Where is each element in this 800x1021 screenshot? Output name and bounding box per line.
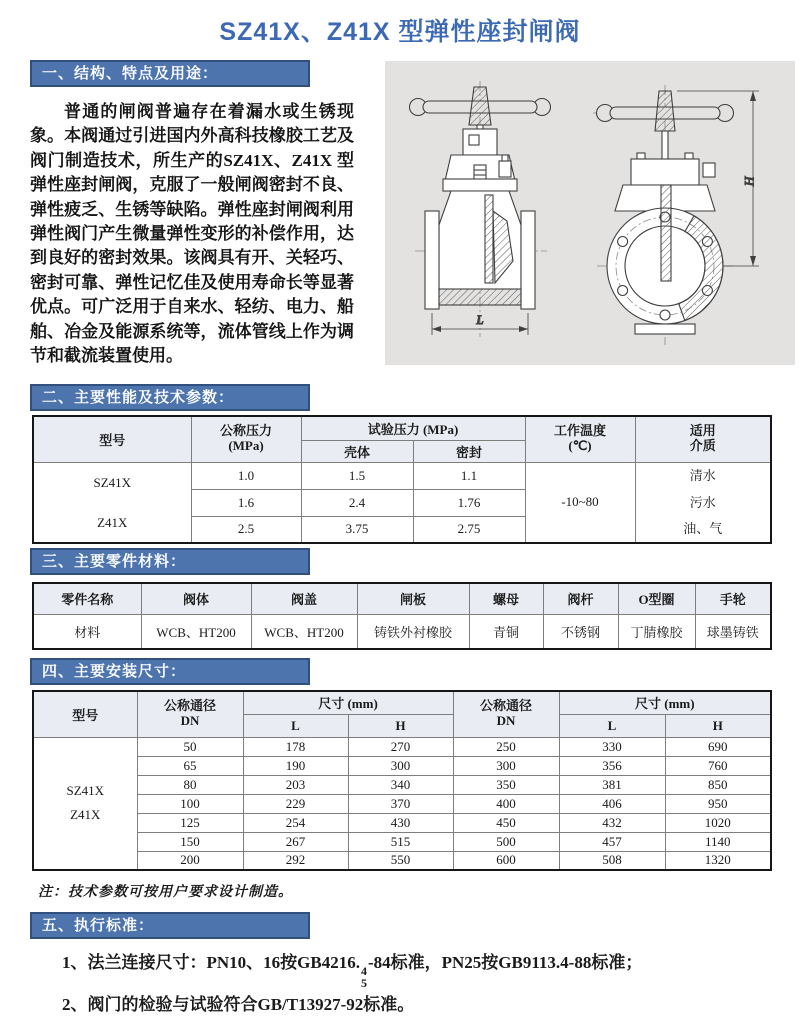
table-row: 材料 WCB、HT200 WCB、HT200 铸铁外衬橡胶 青铜 不锈钢 丁腈橡胶 球墨铸铁 xyxy=(33,614,771,649)
section-heading-standards: 五、执行标准： xyxy=(30,912,310,939)
col-header-nut: 螺母 xyxy=(469,583,543,614)
col-header-L-right: L xyxy=(559,714,665,737)
section-heading-materials: 三、主要零件材料： xyxy=(30,548,310,575)
col-header-dn-left: 公称通径 DN xyxy=(137,691,243,737)
model-cell: SZ41X Z41X xyxy=(33,462,191,543)
section-heading-performance: 二、主要性能及技术参数： xyxy=(30,384,310,411)
intro-paragraph: 普通的闸阀普遍存在着漏水或生锈现象。本阀通过引进国内外高科技橡胶工艺及阀门制造技术，所生产的SZ41X、Z41X 型弹性座封闸阀，克服了一般闸阀密封不良、弹性疲乏、生锈等缺陷。弹性座封闸阀利用弹性阀门产生微量弹性变形的补偿作用，达到良好的密封效果。该阀具有开、关轻巧、密封可靠、弹性记忆佳及使用寿命长等显著优点。可广泛用于自来水、轻纺、电力、船舶、冶金及能源系统等，流体管线上作为调节和截流装置使用。 xyxy=(30,102,354,366)
col-header-bonnet: 阀盖 xyxy=(251,583,357,614)
col-header-model: 型号 xyxy=(33,691,137,737)
materials-table xyxy=(32,582,772,650)
table-row: SZ41X Z41X 50 178 270 250 330 690 xyxy=(33,737,771,756)
col-header-test-pressure: 试验压力 (MPa) xyxy=(301,416,525,440)
dim-label-L: L xyxy=(476,312,484,327)
table-row: 150 267 515 500 457 1140 xyxy=(33,832,771,851)
col-header-media: 适用 介质 xyxy=(635,416,771,462)
page-title: SZ41X、Z41X 型弹性座封闸阀 xyxy=(219,18,581,46)
standard-item-flange: 1、法兰连接尺寸：PN10、16按GB4216. 4 5 -84标准，PN25按GB9113.4-88标准； xyxy=(62,953,643,990)
dimensions-table xyxy=(32,690,772,871)
table-row: SZ41X Z41X 1.0 1.5 1.1 -10~80 清水 污水 油、气 xyxy=(33,462,771,489)
media-cell: 清水 污水 油、气 xyxy=(635,462,771,543)
table-row: 80 203 340 350 381 850 xyxy=(33,775,771,794)
table-row: 1.6 2.4 1.76 xyxy=(33,489,771,516)
col-header-shell: 壳体 xyxy=(301,440,413,462)
col-header-L-left: L xyxy=(243,714,348,737)
model-cell: SZ41X Z41X xyxy=(33,737,137,870)
col-header-size-left: 尺寸 (mm) xyxy=(243,691,453,714)
col-header-dn-right: 公称通径 DN xyxy=(453,691,559,737)
table-row: 125 254 430 450 432 1020 xyxy=(33,813,771,832)
left-valve-view xyxy=(409,81,551,337)
col-header-model: 型号 xyxy=(33,416,191,462)
col-header-handwheel: 手轮 xyxy=(695,583,771,614)
table-row: 200 292 550 600 508 1320 xyxy=(33,851,771,870)
valve-drawing-panel xyxy=(385,61,795,365)
col-header-gate: 闸板 xyxy=(357,583,469,614)
col-header-nominal-pressure: 公称压力 (MPa) xyxy=(191,416,301,462)
col-header-body: 阀体 xyxy=(141,583,251,614)
table-row: 2.5 3.75 2.75 xyxy=(33,516,771,543)
valve-technical-drawing xyxy=(385,61,795,365)
table-row: 100 229 370 400 406 950 xyxy=(33,794,771,813)
fraction-4-5: 4 5 xyxy=(360,964,367,990)
right-valve-view xyxy=(593,85,759,345)
dim-label-H: H xyxy=(742,176,757,186)
table-row: 65 190 300 300 356 760 xyxy=(33,756,771,775)
col-header-working-temp: 工作温度 (℃) xyxy=(525,416,635,462)
temperature-cell: -10~80 xyxy=(525,462,635,543)
col-header-oring: O型圈 xyxy=(618,583,695,614)
col-header-size-right: 尺寸 (mm) xyxy=(559,691,771,714)
standard-item-inspection: 2、阀门的检验与试验符合GB/T13927-92标准。 xyxy=(62,995,415,1014)
table-note: 注：技术参数可按用户要求设计制造。 xyxy=(38,885,293,900)
section-heading-structure-features: 一、结构、特点及用途： xyxy=(30,60,310,87)
col-header-part-name: 零件名称 xyxy=(33,583,141,614)
col-header-stem: 阀杆 xyxy=(543,583,618,614)
section-heading-dimensions: 四、主要安装尺寸： xyxy=(30,658,310,685)
col-header-H-right: H xyxy=(665,714,771,737)
col-header-seal: 密封 xyxy=(413,440,525,462)
performance-table xyxy=(32,415,772,544)
col-header-H-left: H xyxy=(348,714,453,737)
